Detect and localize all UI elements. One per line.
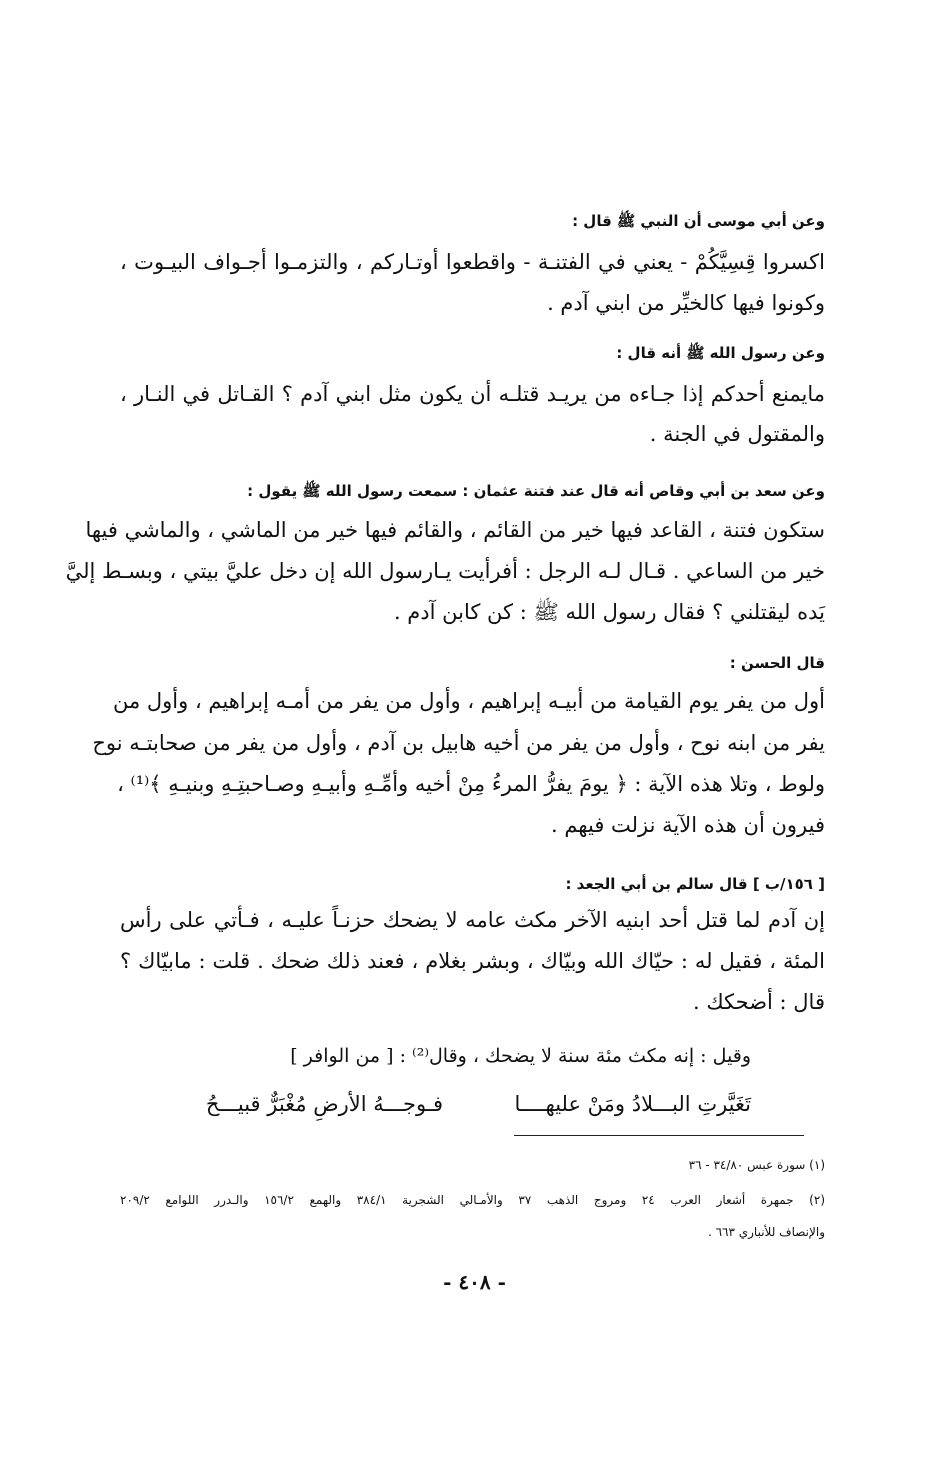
- verse-intro: وقيل : إنه مكث مئة سنة لا يضحك ، وقال⁽²⁾ : [ من الوافر ]: [290, 1045, 751, 1067]
- verse-hemistich-1: تَغَيَّرتِ البـــلادُ ومَنْ عليهــــا: [514, 1092, 751, 1116]
- text-line: وكونوا فيها كالخيِّر من ابني آدم .: [547, 291, 825, 315]
- narration-heading-3: وعن سعد بن أبي وقاص أنه قال عند فتنة عثمان : سمعت رسول الله ﷺ يقول :: [247, 482, 825, 500]
- text-line: مايمنع أحدكم إذا جـاءه من يريـد قتلـه أن يكون مثل ابني آدم ؟ القـاتل في النـار ،: [120, 382, 825, 406]
- text-line: خير من الساعي . قـال لـه الرجل : أفرأيت يـارسول الله إن دخل عليَّ بيتي ، وبسـط إليَّ: [65, 559, 825, 583]
- footnote-1: (١) سورة عبس ٣٤/٨٠ - ٣٦: [688, 1158, 825, 1172]
- footnote-2: (٢) جمهرة أشعار العرب ٢٤ ومروج الذهب ٣٧ والأمـالي الشجرية ٣٨٤/١ والهمع ١٥٦/٢ والـدرر اللوامع ٢٠٩/٢: [120, 1193, 825, 1207]
- text-line: أول من يفر يوم القيامة من أبيـه إبراهيم ، وأول من يفر من أمـه إبراهيم ، وأول من: [113, 689, 825, 713]
- narration-heading-1: وعن أبي موسى أن النبي ﷺ قال :: [572, 212, 825, 230]
- text-line: والمقتول في الجنة .: [649, 422, 825, 446]
- text-line: فيرون أن هذه الآية نزلت فيهم .: [550, 813, 825, 837]
- narration-heading-4: قال الحسن :: [729, 654, 825, 672]
- footnote-divider: [514, 1135, 804, 1136]
- text-line: ولوط ، وتلا هذه الآية : ﴿ يومَ يفرُّ المرءُ مِنْ أخيه وأمِّـهِ وأبيـهِ وصـاحبتِـهِ وبنيـهِ ﴾⁽¹⁾ ،: [117, 772, 825, 796]
- text-line: قال : أضحكك .: [693, 990, 825, 1014]
- text-line: المئة ، فقيل له : حيّاك الله وبيّاك ، وبشر بغلام ، فعند ذلك ضحك . قلت : مابيّاك ؟: [120, 949, 825, 973]
- text-line: يَده ليقتلني ؟ فقال رسول الله ﷺ : كن كابن آدم .: [393, 600, 825, 624]
- text-line: اكسروا قِسِيَّكُمْ - يعني في الفتنـة - واقطعوا أوتـاركم ، والتزمـوا أجـواف البيـوت ،: [120, 250, 825, 274]
- text-line: يفر من ابنه نوح ، وأول من يفر من أخيه هابيل بن آدم ، وأول من يفر من صحابتـه نوح: [92, 731, 825, 755]
- text-line: ستكون فتنة ، القاعد فيها خير من القائم ، والقائم فيها خير من الماشي ، والماشي فيها: [85, 518, 825, 542]
- narration-heading-2: وعن رسول الله ﷺ أنه قال :: [616, 344, 825, 362]
- footnote-2-continued: والإنصاف للأنباري ٦٦٣ .: [707, 1225, 825, 1239]
- verse-hemistich-2: فـوجـــهُ الأرضِ مُغْبَرٌّ قبيـــحُ: [205, 1092, 443, 1116]
- page-number: - ٤٠٨ -: [443, 1270, 506, 1294]
- narration-heading-5: [ ١٥٦/ب ] قال سالم بن أبي الجعد :: [565, 875, 825, 893]
- text-line: إن آدم لما قتل أحد ابنيه الآخر مكث عامه لا يضحك حزنـاً عليـه ، فـأتي على رأس: [120, 908, 825, 932]
